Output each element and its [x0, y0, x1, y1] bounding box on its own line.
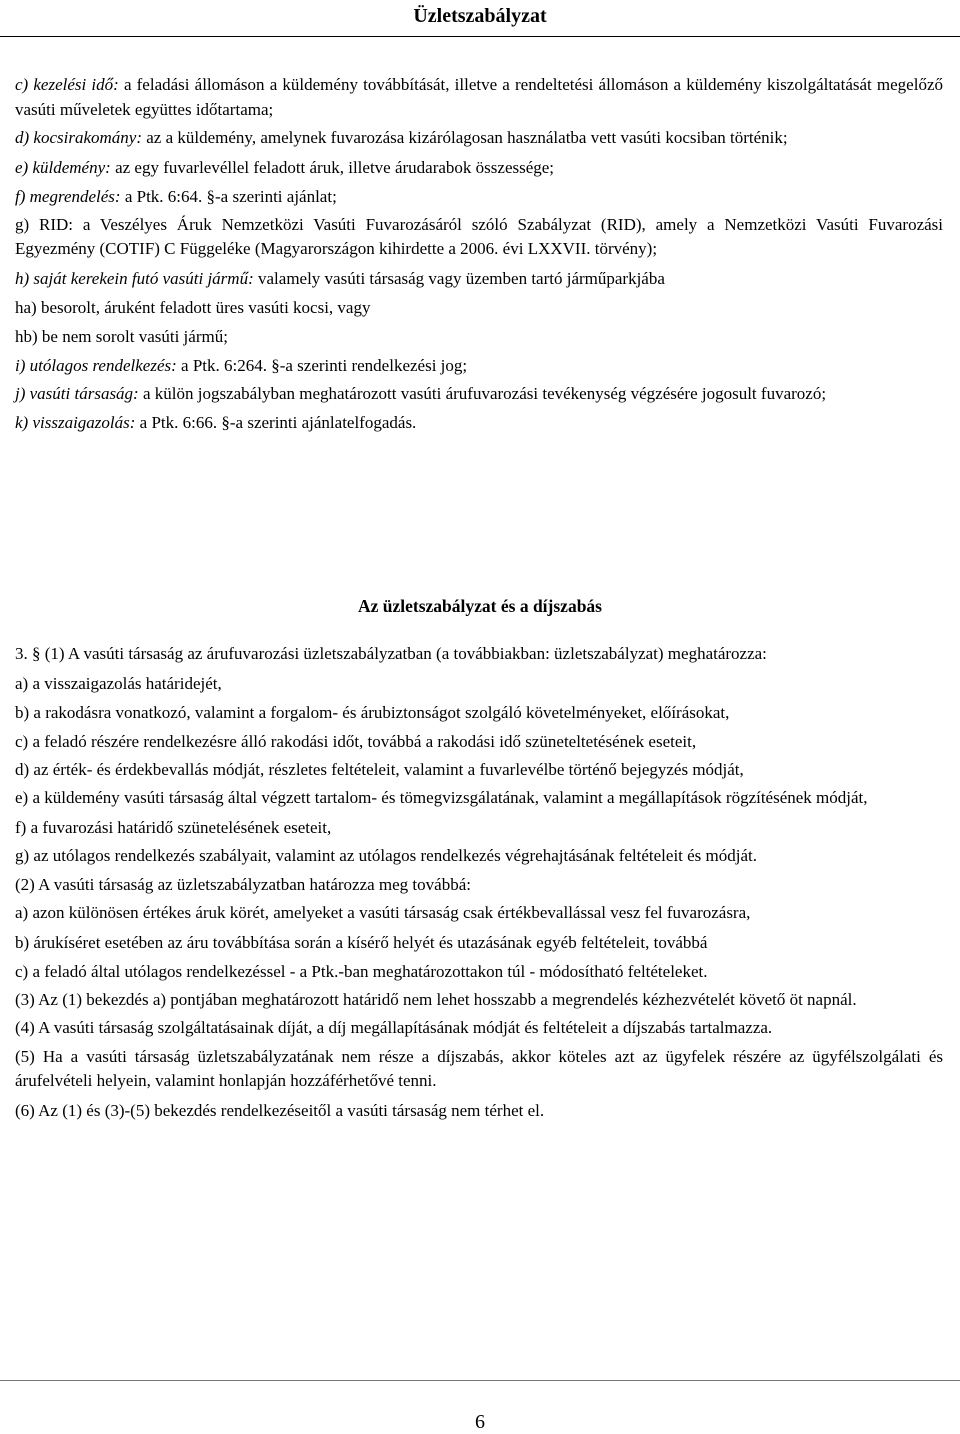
definition-term: c) kezelési idő: [15, 75, 119, 94]
list-item: c) a feladó által utólagos rendelkezéssel - a Ptk.-ban meghatározottakon túl - módosítható feltételeket. [15, 961, 708, 981]
definition-h [15, 264, 943, 293]
definition-text: g) RID: a Veszélyes Áruk Nemzetközi Vasúti Fuvarozásáról szóló Szabályzat (RID), amely a Nemzetközi Vasúti Fuvarozási Egyezmény (COTIF) C Függeléke (Magyarországon kihirdette a 2006. évi LXXVII. törvény); [15, 214, 943, 258]
list-item: a) azon különösen értékes áruk körét, amelyeket a vasúti társaság csak értékbevallással vesz fel fuvarozásra, [15, 903, 751, 922]
definitions-list [15, 71, 943, 437]
definition-f [15, 182, 943, 211]
document-title: Üzletszabályzat [413, 5, 547, 27]
definition-text: a feladási állomáson a küldemény továbbítását, illetve a rendeltetési állomáson a küldemény kiszolgáltatását megelőző vasúti műveletek együttes időtartama; [15, 75, 943, 119]
paragraph-3: (3) Az (1) bekezdés a) pontjában meghatározott határidő nem lehet hosszabb a megrendelés kézhezvételét követő öt napnál. [15, 989, 857, 1009]
definition-d [15, 124, 943, 153]
list-item: f) a fuvarozási határidő szünetelésének eseteit, [15, 817, 332, 837]
definition-term: h) saját kerekein futó vasúti jármű: [15, 268, 254, 288]
definition-ha [15, 293, 943, 322]
section-body [15, 640, 943, 1125]
definition-text: a Ptk. 6:66. §-a szerinti ajánlatelfogadás. [135, 413, 417, 432]
list-item: a) a visszaigazolás határidejét, [15, 673, 222, 693]
definition-e [15, 153, 943, 182]
footer-divider [0, 1380, 960, 1381]
list-item: b) árukíséret esetében az áru továbbítása során a kísérő helyét és utazásának egyéb feltételeit, továbbá [15, 932, 708, 952]
definition-text: a külön jogszabályban meghatározott vasúti árufuvarozási tevékenység végzésére jogosult fuvarozó; [138, 383, 827, 403]
definition-text: az a küldemény, amelynek fuvarozása kizárólagosan használatba vett vasúti kocsiban történik; [142, 128, 788, 147]
definition-text: a Ptk. 6:264. §-a szerinti rendelkezési jog; [176, 355, 468, 375]
paragraph-5: (5) Ha a vasúti társaság üzletszabályzatának nem része a díjszabás, akkor köteles azt az ügyfelek részére az ügyfélszolgálati és árufelvételi helyein, valamint honlapján hozzáférhetővé tenni. [15, 1046, 943, 1090]
definition-term: j) vasúti társaság: [15, 383, 139, 403]
definition-term: e) küldemény: [15, 157, 111, 177]
definition-term: i) utólagos rendelkezés: [15, 355, 177, 375]
definition-j [15, 380, 943, 409]
section-intro: 3. § (1) A vasúti társaság az árufuvarozási üzletszabályzatban (a továbbiakban: üzletszabályzat) meghatározza: [15, 644, 767, 663]
definition-term: k) visszaigazolás: [15, 413, 136, 432]
header-divider [0, 36, 960, 37]
section-title: Az üzletszabályzat és a díjszabás [357, 596, 602, 616]
definition-term: f) megrendelés: [15, 186, 121, 206]
list-item: d) az érték- és érdekbevallás módját, részletes feltételeit, valamint a fuvarlevélbe történő bejegyzés módját, [15, 759, 744, 779]
definition-text: valamely vasúti társaság vagy üzemben tartó járműparkjába [253, 268, 665, 288]
definition-text: a Ptk. 6:64. §-a szerinti ajánlat; [120, 186, 337, 206]
definition-term: d) kocsirakomány: [15, 128, 142, 147]
list-item: e) a küldemény vasúti társaság által végzett tartalom- és tömegvizsgálatának, valamint a megállapítások rögzítésének módját, [15, 788, 868, 807]
list-item: c) a feladó részére rendelkezésre álló rakodási időt, továbbá a rakodási idő szüneteltetésének eseteit, [15, 731, 697, 751]
list-item: b) a rakodásra vonatkozó, valamint a forgalom- és árubiztonságot szolgáló követelményeket, előírásokat, [15, 702, 730, 722]
paragraph-2: (2) A vasúti társaság az üzletszabályzatban határozza meg továbbá: [15, 875, 471, 894]
definition-c [15, 71, 943, 124]
definition-k [15, 408, 943, 437]
definition-text: az egy fuvarlevéllel feladott áruk, illetve árudarabok összessége; [110, 157, 555, 177]
definition-i [15, 351, 943, 380]
definition-g [15, 211, 943, 264]
definition-text: hb) be nem sorolt vasúti jármű; [15, 326, 228, 346]
paragraph-6: (6) Az (1) és (3)-(5) bekezdés rendelkezéseitől a vasúti társaság nem térhet el. [15, 1100, 545, 1120]
list-item: g) az utólagos rendelkezés szabályait, valamint az utólagos rendelkezés végrehajtásának feltételeit és módját. [15, 845, 758, 865]
definition-hb [15, 322, 943, 351]
paragraph-4: (4) A vasúti társaság szolgáltatásainak díját, a díj megállapításának módját és feltételeit a díjszabás tartalmazza. [15, 1018, 773, 1037]
definition-text: ha) besorolt, áruként feladott üres vasúti kocsi, vagy [15, 297, 371, 317]
page-number: 6 [475, 1411, 485, 1433]
